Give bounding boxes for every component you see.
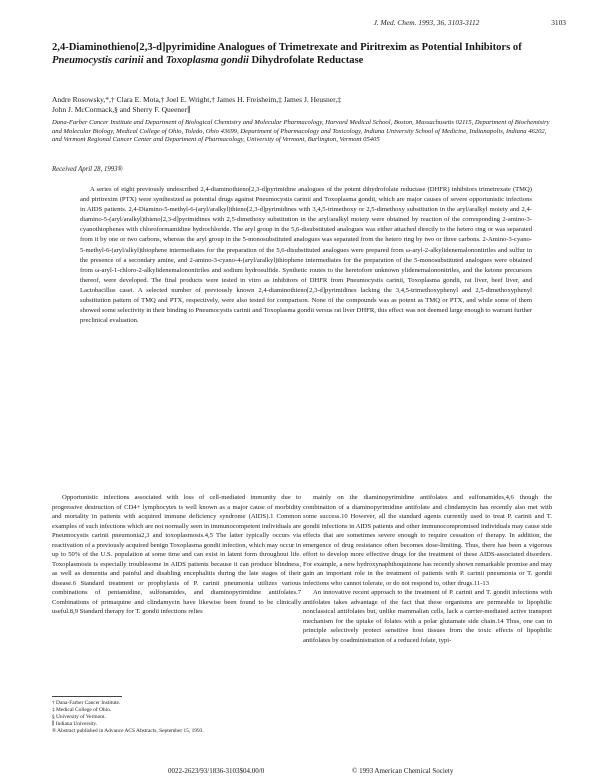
authors-line-2: John J. McCormack,§ and Sherry F. Queener∥ [52,104,191,114]
title-text-1: 2,4-Diaminothieno[2,3-d]pyrimidine Analogues of Trimetrexate and Piritrexim as Potential Inhibitors of [52,42,522,53]
copyright: © 1993 American Chemical Society [352,767,454,775]
received-date: Received April 28, 1993® [52,166,123,173]
affiliations: Dana-Farber Cancer Institute and Department of Biological Chemistry and Molecular Pharmacology, Harvard Medical School, Boston, Massachusetts 02115, Department of Biochemistry and Molecular Biology, Medical College of Ohio, Toledo, Ohio 43699, Department of Pharmacology and Toxicology, Indiana University School of Medicine, Indianapolis, Indiana 46202, and Vermont Regional Cancer Center and Department of Pharmacology, University of Vermont, Burlington, Vermont 05405 [52,119,550,144]
body-column-right [303,493,552,645]
author-list [52,95,552,114]
title-organism-1: Pneumocystis carinii [52,54,144,66]
body-paragraph: An innovative recent approach to the treatment of P. carinii and T. gondii infections with antifolates takes advantage of the fact that these organisms are permeable to lipophilic nonclassical antifolates but, unlike mammalian cells, lack a carrier-mediated active transport mechanism for the uptake of folates with a polar glutamate side chain.14 Thus, one can in principle selectively protect sensitive host tissues from the toxic effects of lipophilic antifolates by coadministration of a reduced folate, typi- [303,589,552,644]
body-column-left [52,493,301,617]
body-paragraph: mainly on the diaminopyrimidine antifolates and sulfonamides,4,6 though the combination of a diaminopyrimidine antifolate and clindamycin has recently also met with some success.10 However, all the standard agents currently used to treat P. carinii and T. gondii infections in AIDS patients and other immunocompromised individuals may cause side effects that are sometimes severe enough to require cessation of therapy. In addition, the emergence of drug resistance often becomes dose-limiting. Thus, there has been a vigorous effort to develop more effective drugs for the treatment of these AIDS-associated disorders. For example, a new hydroxynaphthoquinone has recently shown remarkable promise and may gain an important role in the treatment of patients with P. carinii pneumonia or T. gondii infections who cannot tolerate, or do not respond to, other drugs.11-13 [303,494,552,587]
abstract: A series of eight previously undescribed 2,4-diaminothieno[2,3-d]pyrimidine analogues of the potent dihydrofolate reductase (DHFR) inhibitors trimetrexate (TMQ) and piritrexim (PTX) were synthesized as potential drugs against Pneumocystis carinii and Toxoplasma gondii, which are major causes of severe opportunistic infections in AIDS patients. 2,4-Diamino-5-methyl-6-(aryl/aralkyl)thieno[2,3-d]pyrimidines with 3,4,5-trimethoxy or 2,5-dimethoxy substitution in the aryl/aralkyl moiety and 2,4-diamino-5-(aryl/aralkyl)thieno[2,3-d]pyrimidines with 2,5-dimethoxy substitution in the aryl/aralkyl moiety were obtained by reaction of the corresponding 2-amino-3-cyanothiophenes with chloroformamidine hydrochloride. The aryl group in the 5,6-disubstituted analogues was either attached directly to the hetero ring or was separated from it by one or two carbons, whereas the aryl group in the 5-monosubstituted analogues was separated from the hetero ring by two or three carbons. 2-Amino-3-cyano-5-methyl-6-(aryl/alkyl)thiophene intermediates for the preparation of the 5,6-disubstituted analogues were prepared from ω-aryl-2-alkylidenemalononitriles and sulfur in the presence of a secondary amine, and 2-amino-3-cyano-4-(aryl/aralkyl)thiophene intermediates for the preparation of the 5-monosubstituted analogues were obtained from ω-aryl-1-chloro-2-alkylidenemalononitriles and sodium hydrosulfide. Synthetic routes to the heretofore unknown ylidenemalononitriles, and the ketone precursors thereof, were developed. The final products were tested in vitro as inhibitors of DHFR from Pneumocystis carinii, Toxoplasma gondii, rat liver, beef liver, and Lactobacillus casei. A selected number of previously known 2,4-diaminothieno[2,3-d]pyrimidines lacking the 3,4,5-trimethoxyphenyl and 2,5-dimethoxyphenyl substitution pattern of TMQ and PTX, respectively, were also tested for comparison. None of the compounds was as potent as TMQ or PTX, and while some of them showed some selectivity in their binding to Pneumocystis carinii and Toxoplasma gondii versus rat liver DHFR, this effect was not deemed large enough to warrant further preclinical evaluation. [80,186,532,325]
issn-code: 0022-2623/93/1836-3103$04.00/0 [168,767,265,775]
footnote: § University of Vermont. [52,714,106,721]
page-number: 3103 [551,18,566,27]
journal-citation: J. Med. Chem. 1993, 36, 3103-3112 [373,18,480,27]
authors-line-1: Andre Rosowsky,*,† Clara E. Mota,† Joel E. Wright,† James H. Freisheim,‡ James J. Heusner,‡ [52,95,341,104]
footnote: ∥ Indiana University. [52,721,98,728]
footnotes [52,700,302,735]
footnote-rule [52,696,122,697]
running-header [374,18,566,27]
title-and: and [143,54,166,66]
body-paragraph: Opportunistic infections associated with loss of cell-mediated immunity due to progressive destruction of CD4+ lymphocytes is well known as a major cause of morbidity and mortality in patients with acquired immune deficiency syndrome (AIDS).1 Common examples of such infections which are not normally seen in immunocompetent individuals are Pneumocystis carinii pneumonia2,3 and toxoplasmosis.4,5 The latter typically occurs via reactivation of a previously acquired benign Toxoplasma gondii infection, which may occur in up to 50% of the U.S. population at some time and can exist in latent form throughout life. Toxoplasmosis is especially troublesome in AIDS patients because it can produce blindness, as well as dementia and painful and disabling encephalitis during the late stages of their disease.6 Standard treatment or prophylaxis of P. carinii pneumonia utilizes various combinations of pentamidine, sulfonamides, and diaminopyrimidine antifolates.7 Combinations of primaquine and clindamycin have likewise been found to be clinically useful.8,9 Standard therapy for T. gondii infections relies [52,494,301,615]
title-organism-2: Toxoplasma gondii [165,54,249,66]
footnote: ‡ Medical College of Ohio. [52,707,112,714]
page-footer [168,767,568,775]
article-title [52,42,552,68]
footnote: † Dana-Farber Cancer Institute. [52,700,121,706]
title-text-2: Dihydrofolate Reductase [248,54,364,66]
footnote: ® Abstract published in Advance ACS Abstracts, September 15, 1993. [52,728,204,735]
